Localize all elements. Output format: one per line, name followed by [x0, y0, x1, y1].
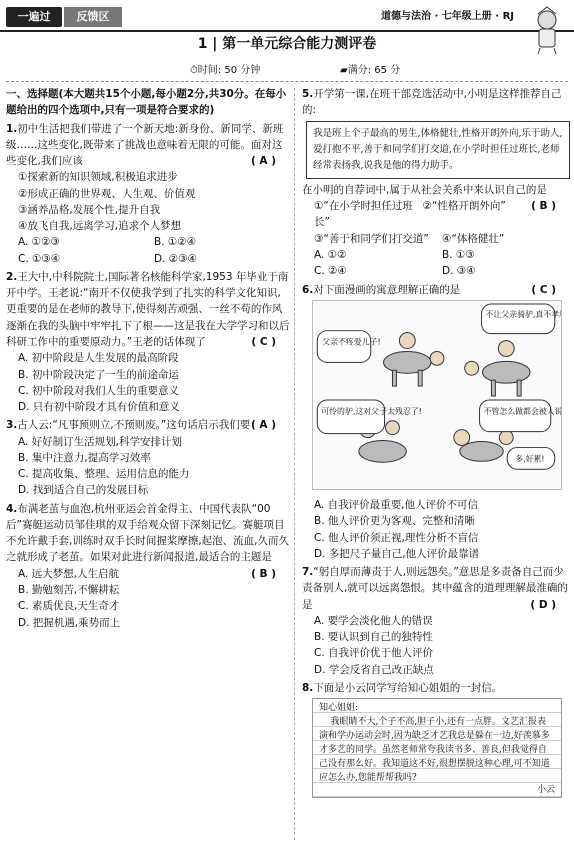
question-number: 6.	[302, 283, 314, 296]
option-b: B. ①②④	[154, 236, 197, 249]
answer: ( B )	[251, 567, 276, 580]
option-a: A. 要学会淡化他人的错误	[314, 614, 433, 627]
answer: ( B )	[531, 200, 556, 213]
answer: ( C )	[531, 283, 556, 296]
question-number: 4.	[6, 502, 18, 515]
option-c: C. 自我评价优于他人评价	[314, 647, 434, 660]
letter-signature: 小云	[536, 785, 555, 796]
question-4	[6, 501, 290, 631]
list-item: ④“体格健壮”	[442, 232, 505, 245]
option-d: D. 多把尺子量自己,他人评价最靠谱	[314, 547, 480, 560]
question-text: 开学第一课,在班干部竞选活动中,小明是这样推荐自己的:	[302, 88, 562, 117]
right-column	[302, 86, 570, 798]
speech-bubble: 不让父亲骑驴,真不孝顺!	[485, 309, 562, 319]
list-item: ③涵养品格,发展个性,提升自我	[18, 203, 161, 216]
question-text: 王大中,中科院院士,国际著名核能科学家,1953 年毕业于南开中学。王老说:“南开不仅使我学到了扎实的科学文化知识,更重要的是在老师的教导下,使得刻苦顽强、一丝不苟的作风逐渐在我的头脑中牢牢扎下了根——这是我在大学学习和以后科研工作中的重要原动力。”王老的话体现了	[6, 270, 290, 348]
answer: ( A )	[250, 155, 276, 168]
option-a: A. ①②	[314, 249, 347, 262]
question-2	[6, 269, 290, 415]
question-6	[302, 282, 570, 563]
list-item: ②形成正确的世界观、人生观、价值观	[18, 187, 196, 200]
option-d: D. 找到适合自己的发展目标	[18, 484, 149, 497]
option-c: C. ①③④	[18, 252, 61, 265]
time-limit: ⏱时间: 50 分钟	[190, 65, 261, 76]
option-a: A. 自我评价最重要,他人评价不可信	[314, 499, 479, 512]
option-c: C. 素质优良,天生奇才	[18, 600, 120, 613]
option-d: D. 学会反省自己改正缺点	[314, 663, 434, 676]
answer: ( C )	[251, 335, 276, 348]
question-text: 初中生活把我们带进了一个新天地:新身份、新同学、新班级……这些变化,既带来了挑战也意味着无限的可能。面对这些变化,我们应该	[6, 122, 284, 168]
letter-body: 知心姐姐: 我眼睛不大,个子不高,胆子小,还有一点胖。文艺汇报表演和学办运动会时,因为缺乏才艺我总是躲在一边,好羡慕多才多艺的同学。虽然老师常夸我读书多、善良,但我觉得自己没有那么好。我知道这不好,很想摆脱这种心理,可不知道应怎么办,您能帮帮我吗?	[319, 703, 550, 783]
answer: ( A )	[250, 419, 276, 432]
option-c: C. 提高收集、整理、运用信息的能力	[18, 468, 190, 481]
option-b: B. 勤勉刻苦,不懈耕耘	[18, 583, 120, 596]
answer: ( D )	[530, 598, 556, 611]
question-number: 7.	[302, 566, 314, 579]
left-column	[6, 86, 290, 631]
question-number: 8.	[302, 682, 314, 694]
option-b: B. 要认识到自己的独特性	[314, 631, 433, 644]
letter-box	[312, 698, 562, 798]
question-1	[6, 121, 290, 267]
list-item: ①探索新的知识领域,积极追求进步	[18, 171, 178, 184]
speech-bubble: 父亲不疼爱儿子!	[322, 337, 381, 347]
option-b: B. 他人评价更为客观、完整和清晰	[314, 515, 475, 528]
option-b: B. ①③	[442, 249, 475, 262]
comic-image	[312, 300, 562, 490]
book-title: 道德与法治 · 七年级上册 · RJ	[381, 11, 514, 22]
question-number: 2.	[6, 270, 18, 283]
question-7	[302, 564, 570, 678]
column-divider	[294, 88, 295, 840]
question-text: 布满老茧与血泡,杭州亚运会首金得主、中国代表队“00后”赛艇运动员邹佳琪的双手给观众留下深刻记忆。赛艇项目不允许戴手套,训练时双手长时间握桨摩擦,起泡、流血,久而久之就形成了老茧。如果对此进行新闻报道,最适合的主题是	[6, 502, 290, 564]
section-title: 一、选择题(本大题共15个小题,每小题2分,共30分。在每小题给出的四个选项中,只有一项是符合要求的)	[6, 88, 287, 117]
option-a: A. 远大梦想,人生启航	[18, 567, 120, 580]
speech-bubble: 可怜的驴,这对父子太残忍了!	[321, 406, 422, 416]
option-d: D. ③④	[442, 265, 476, 278]
question-text: 古人云:“凡事预则立,不预则废。”这句话启示我们要	[17, 419, 251, 432]
option-b: B. 集中注意力,提高学习效率	[18, 451, 151, 464]
option-d: D. ②③④	[154, 252, 197, 265]
option-b: B. 初中阶段决定了一生的前途命运	[18, 368, 179, 381]
option-c: C. 初中阶段对我们人生的重要意义	[18, 384, 180, 397]
question-text: 对下面漫画的寓意理解正确的是	[313, 283, 461, 296]
section-tag: 一遍过	[6, 7, 62, 27]
question-text: 在小明的自荐词中,属于从社会关系中来认识自己的是	[302, 183, 547, 196]
page-title: 1 | 第一单元综合能力测评卷	[197, 36, 377, 52]
feedback-tag: 反馈区	[64, 7, 122, 27]
quote-box: 我是班上个子最高的男生,体格健壮,性格开朗外向,乐于助人,爱打抱不平,善于和同学们打交道,在小学时担任过班长,老师经常表扬我,说我是他的得力助手。	[306, 121, 570, 179]
question-number: 5.	[302, 88, 314, 100]
header-rule	[0, 30, 574, 32]
speech-bubble: 不管怎么做都会被人说	[483, 406, 562, 416]
option-c: C. 他人评价须正视,理性分析不盲信	[314, 531, 479, 544]
option-d: D. 只有初中阶段才具有价值和意义	[18, 401, 180, 414]
question-number: 3.	[6, 419, 18, 432]
speech-bubble: 多,好累!	[515, 454, 545, 464]
option-a: A. ①②③	[18, 236, 60, 249]
question-8	[302, 680, 570, 798]
full-score: ▰满分: 65 分	[340, 65, 401, 76]
option-a: A. 好好制订生活规划,科学安排计划	[18, 435, 183, 448]
list-item: ④放飞自我,远离学习,追求个人梦想	[18, 220, 182, 233]
list-item: ③“善于和同学们打交道”	[314, 232, 429, 245]
question-text: “躬自厚而薄责于人,则远怨矣。”意思是多责备自己而少责备别人,就可以远离怨恨。其中蕴含的道理理解最准确的是	[302, 566, 568, 611]
list-item: ②“性格开朗外向”	[422, 200, 506, 213]
divider	[6, 81, 568, 82]
option-a: A. 初中阶段是人生发展的最高阶段	[18, 352, 179, 365]
question-text: 下面是小云同学写给知心姐姐的一封信。	[313, 682, 503, 694]
question-3	[6, 417, 290, 498]
option-d: D. 把握机遇,乘势而上	[18, 616, 121, 629]
question-5	[302, 86, 570, 280]
list-item: ①“在小学时担任过班长”	[314, 200, 413, 229]
question-number: 1.	[6, 122, 18, 135]
option-c: C. ②④	[314, 265, 347, 278]
